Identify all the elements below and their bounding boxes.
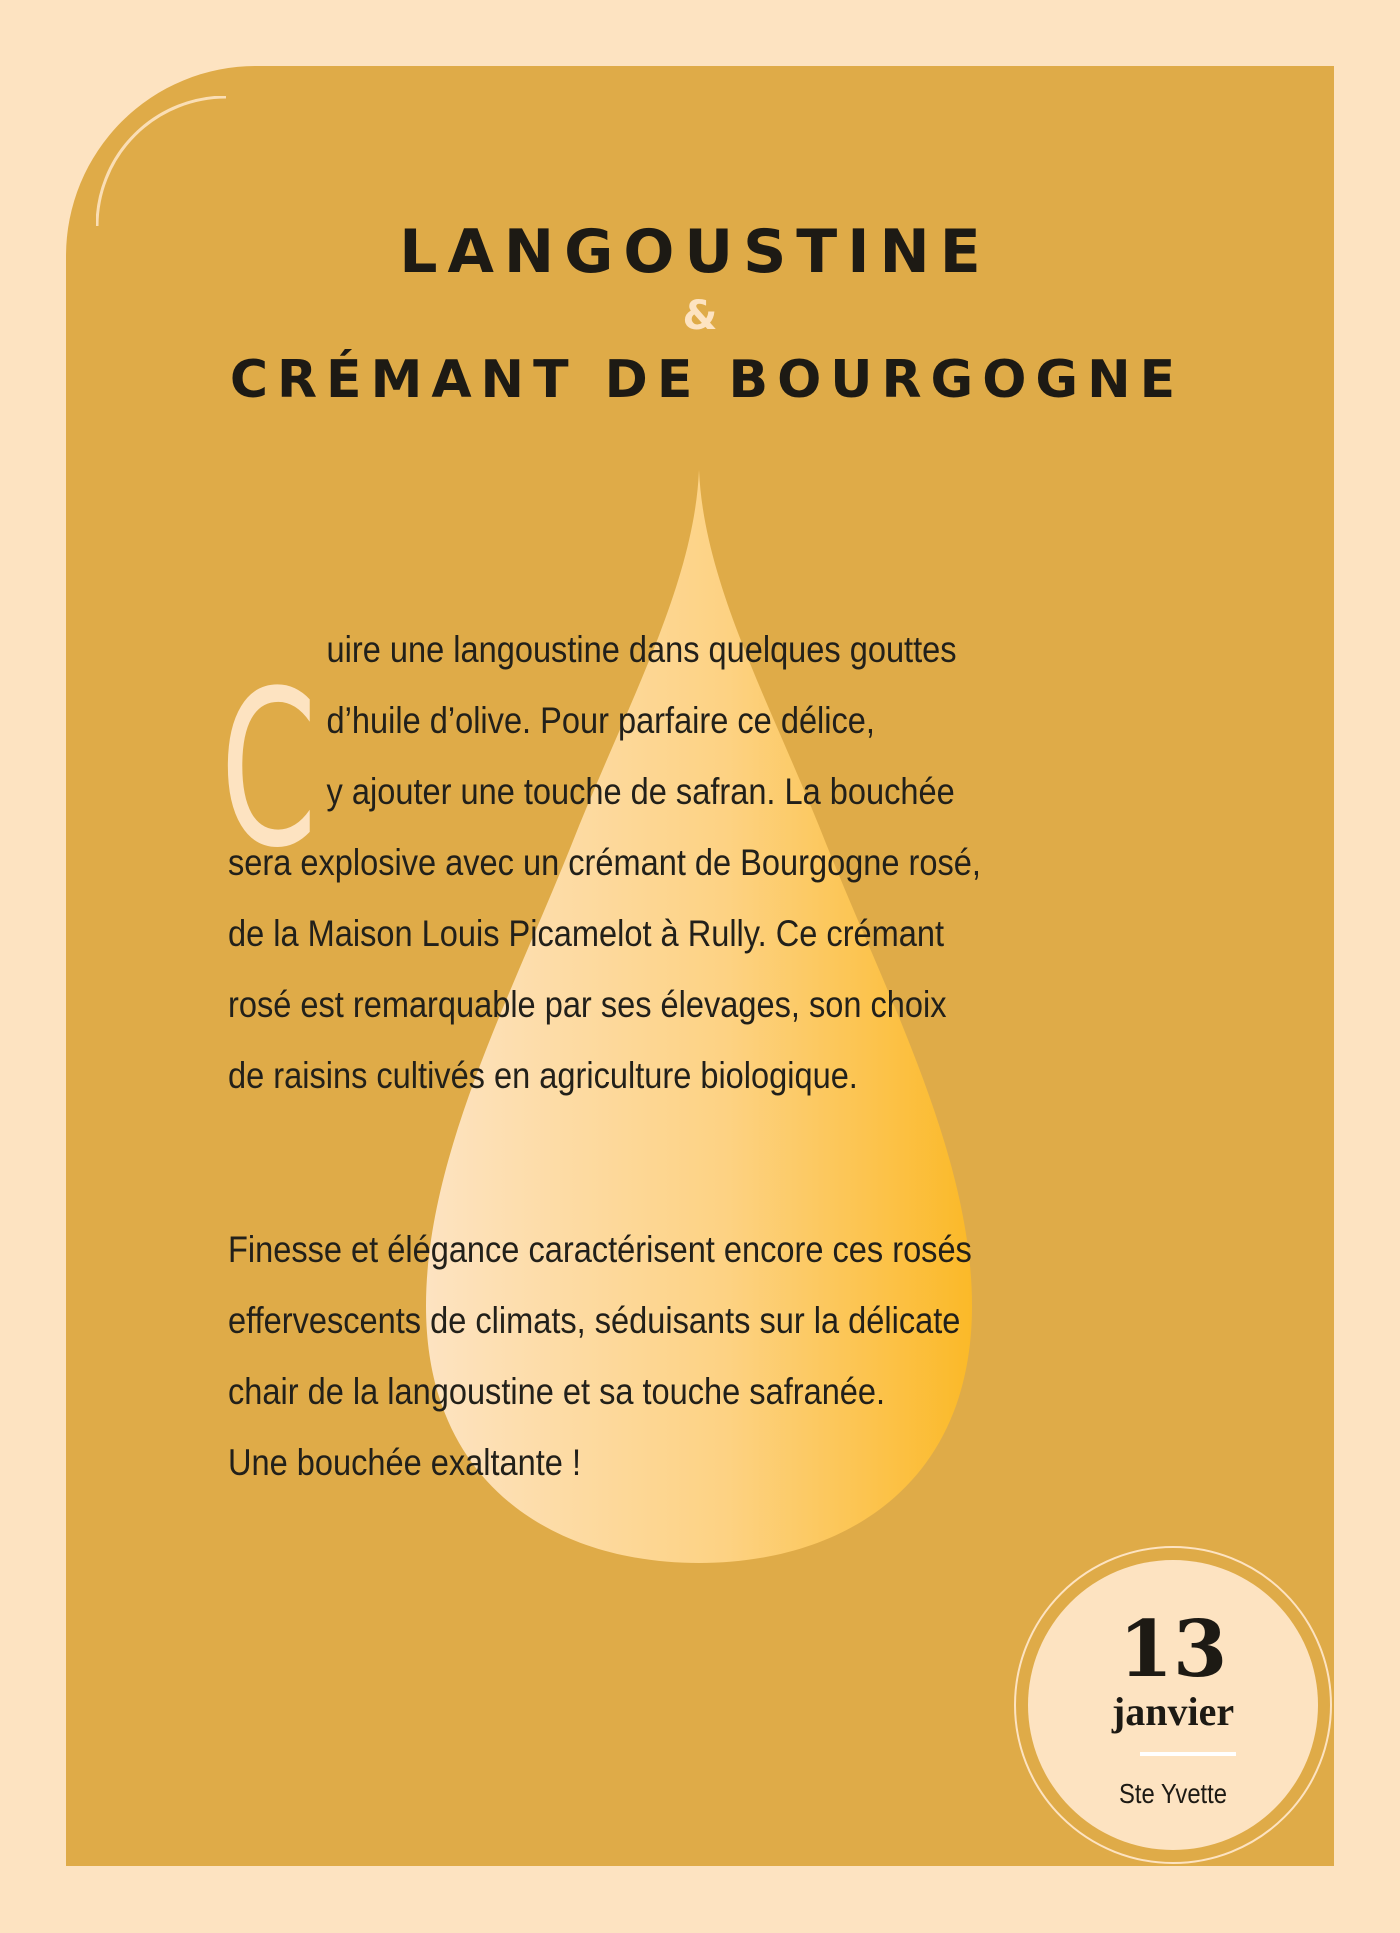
badge-day: 13 (1118, 1604, 1228, 1695)
badge-disc (1028, 1560, 1318, 1850)
title-ampersand: & (682, 293, 718, 339)
paragraph-2 (228, 1214, 1205, 1498)
drop-cap: C (220, 644, 318, 895)
badge-saint-name: Ste Yvette (1118, 1778, 1228, 1809)
paragraph-line: y ajouter une touche de safran. La bouchée (326, 771, 955, 812)
paragraph-line: chair de la langoustine et sa touche safranée. (228, 1371, 886, 1412)
title-line-1: LANGOUSTINE (399, 217, 991, 287)
recipe-text (220, 614, 1228, 1483)
title-line-2: CRÉMANT DE BOURGOGNE (229, 350, 1185, 410)
paragraph-line: de la Maison Louis Picamelot à Rully. Ce crémant (228, 913, 945, 954)
paragraph-1 (228, 614, 1205, 1111)
badge-divider (1140, 1752, 1236, 1756)
date-badge (1014, 1546, 1332, 1864)
paragraph-line: Une bouchée exaltante ! (228, 1442, 582, 1483)
badge-month: janvier (1111, 1689, 1235, 1734)
paragraph-line: rosé est remarquable par ses élevages, son choix (228, 984, 947, 1025)
paragraph-line: sera explosive avec un crémant de Bourgogne rosé, (228, 842, 981, 883)
paragraph-line: effervescents de climats, séduisants sur la délicate (228, 1300, 961, 1341)
paragraph-line: uire une langoustine dans quelques gouttes (326, 629, 957, 670)
title (66, 216, 1334, 416)
paragraph-line: d’huile d’olive. Pour parfaire ce délice, (326, 700, 875, 741)
paragraph-line: Finesse et élégance caractérisent encore ces rosés (228, 1229, 972, 1270)
paragraph-line: de raisins cultivés en agriculture biologique. (228, 1055, 858, 1096)
